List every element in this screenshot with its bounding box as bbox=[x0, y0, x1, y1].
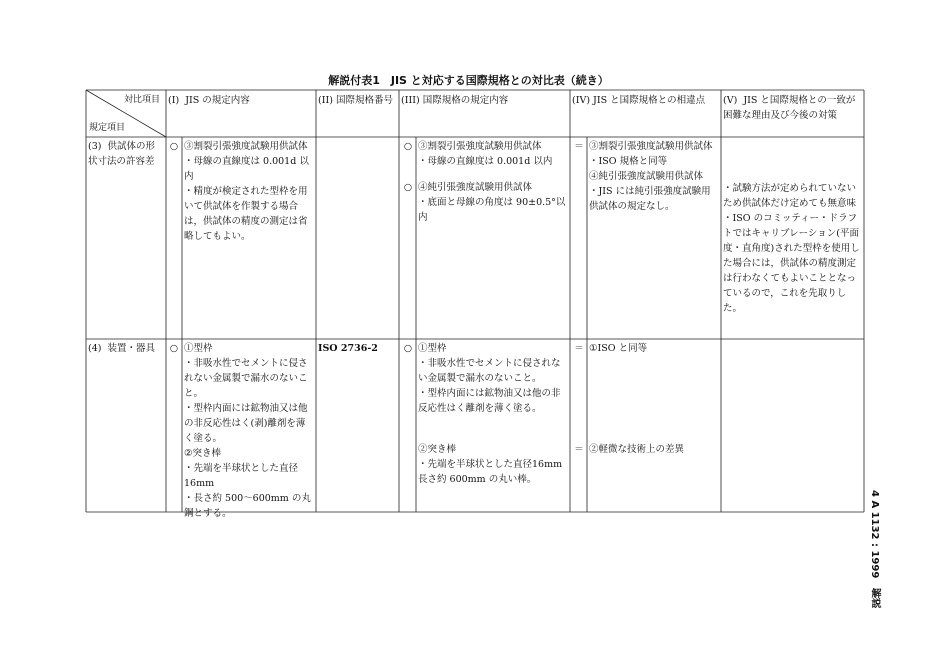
row4-item: (4) 装置・器具 bbox=[88, 343, 155, 354]
row4-i-text: ①型枠 ・非吸水性でセメントに侵されない金属製で漏水のないこと。 ・型枠内面には鉱物油又は他の非反応性はく(剥)離剤を薄く塗る。 ②突き棒 ・先端を半球状とした直径16mm ・長さ約 500〜600mm の丸鋼とする。 bbox=[184, 343, 311, 519]
row4-iii-text-1: ①型枠 ・非吸水性でセメントに侵されない金属製で漏水のないこと。 ・型枠内面には鉱物油又は他の非反応性はく離剤を薄く塗る。 bbox=[418, 343, 561, 414]
corner-label-bottom: 規定項目 bbox=[89, 123, 126, 133]
header-col-ii: (II) 国際規格番号 bbox=[318, 95, 393, 106]
row4-iii-text-2: ②突き棒 ・先端を半球状とした直径16mm 長さ約 600mm の丸い棒。 bbox=[418, 444, 563, 485]
row4-iv-text-1: ①ISO と同等 bbox=[589, 343, 648, 354]
row3-i-mark: ○ bbox=[169, 141, 179, 152]
row3-i-text: ③割裂引張強度試験用供試体 ・母線の直線度は 0.001d 以内 ・精度が検定された型枠を用いて供試体を作製する場合は，供試体の精度の測定は省略してもよい。 bbox=[184, 141, 309, 242]
page-number: 4 bbox=[869, 490, 880, 497]
row3-iv-text: ③割裂引張強度試験用供試体 ・ISO 規格と同等 ④純引張強度試験用供試体 ・JIS には純引張強度試験用供試体の規定なし。 bbox=[589, 141, 713, 212]
standard-reference: A 1132 : 1999 解説 bbox=[869, 500, 880, 609]
header-col-i: (I) JIS の規定内容 bbox=[168, 95, 250, 106]
row3-iii-mark-1: ○ bbox=[403, 141, 413, 152]
table-title: 解説付表1 JIS と対応する国際規格との対比表（続き） bbox=[328, 74, 609, 87]
corner-label-top: 対比項目 bbox=[124, 95, 161, 105]
row3-item: (3) 供試体の形状寸法の許容差 bbox=[88, 141, 155, 167]
row4-iv-mark-1: ＝ bbox=[574, 343, 584, 354]
row4-iv-text-2: ②軽微な技術上の差異 bbox=[589, 444, 685, 455]
row3-iii-text-2: ④純引張強度試験用供試体 ・底面と母線の角度は 90±0.5°以内 bbox=[418, 182, 566, 223]
header-col-iii: (III) 国際規格の規定内容 bbox=[401, 95, 509, 106]
row4-iv-mark-2: ＝ bbox=[574, 444, 584, 455]
row4-iso: ISO 2736-2 bbox=[318, 343, 378, 354]
header-col-v: (V) JIS と国際規格との一致が困難な理由及び今後の対策 bbox=[723, 95, 856, 121]
header-col-iv: (IV) JIS と国際規格との相違点 bbox=[572, 95, 706, 106]
row3-iv-mark: ＝ bbox=[574, 141, 584, 152]
side-doc-label bbox=[858, 490, 882, 610]
row4-iii-mark-1: ○ bbox=[403, 343, 413, 354]
row3-iii-text-1: ③割裂引張強度試験用供試体 ・母線の直線度は 0.001d 以内 bbox=[418, 141, 553, 167]
row3-iii-mark-2: ○ bbox=[403, 182, 413, 193]
row3-v-text: ・試験方法が定められていないため供試体だけ定めても無意味 ・ISO のコミッティー・ドラフトではキャリブレーション(平面度・直角度)された型枠を使用した場合には，供試体の精度測定は行わなくてもよいこととなっているので，これを先取りした。 bbox=[723, 183, 860, 314]
row4-i-mark: ○ bbox=[169, 343, 179, 354]
